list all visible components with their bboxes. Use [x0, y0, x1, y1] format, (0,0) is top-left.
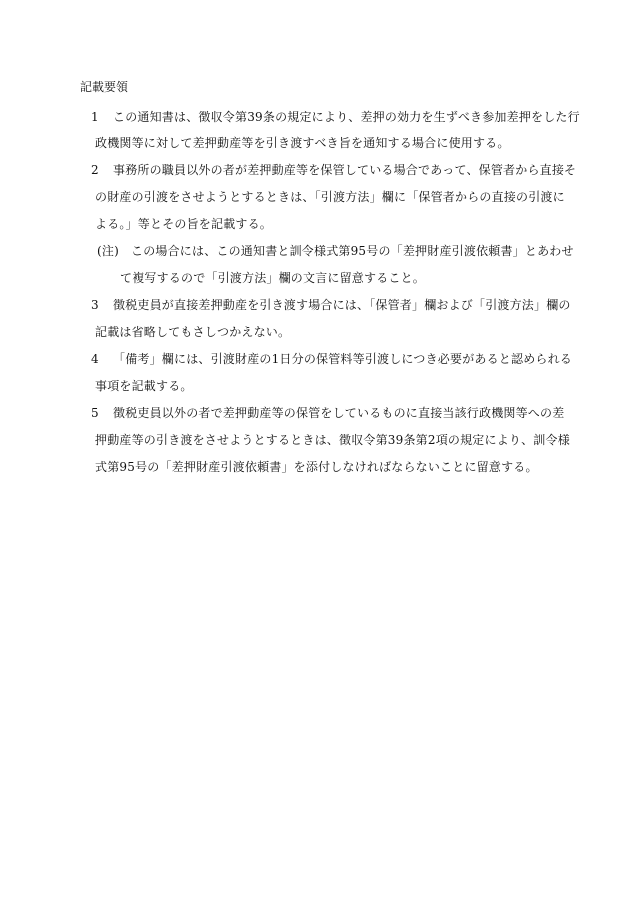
document-heading: 記載要領 — [80, 80, 129, 94]
item-2-number: 2 — [91, 163, 99, 177]
item-2-line-1 — [91, 162, 576, 178]
item-5-line-2: 押動産等の引き渡をさせようとするときは、徴収令第39条第2項の規定により、訓令様 — [95, 433, 570, 447]
item-5-text-1: 徴税吏員以外の者で差押動産等の保管をしているものに直接当該行政機関等への差 — [113, 406, 565, 420]
item-4-line-1 — [91, 351, 572, 367]
note-line-2: て複写するので「引渡方法」欄の文言に留意すること。 — [120, 271, 426, 285]
item-3-line-1 — [91, 297, 571, 313]
item-3-text-1: 徴税吏員が直接差押動産を引き渡す場合には、「保管者」欄および「引渡方法」欄の — [113, 298, 571, 312]
item-5-number: 5 — [91, 406, 99, 420]
item-1-line-2: 政機関等に対して差押動産等を引き渡すべき旨を通知する場合に使用する。 — [95, 136, 510, 150]
note-label: (注) — [97, 244, 119, 258]
item-2-line-2: の財産の引渡をさせようとするときは、「引渡方法」欄に「保管者からの直接の引渡に — [95, 190, 565, 204]
item-2-text-1: 事務所の職員以外の者が差押動産等を保管している場合であって、保管者から直接そ — [113, 163, 577, 177]
item-1-text-1: この通知書は、徴収令第39条の規定により、差押の効力を生ずべき参加差押をした行 — [113, 110, 580, 124]
item-3-number: 3 — [91, 298, 99, 312]
item-3-line-2: 記載は省略してもさしつかえない。 — [95, 325, 291, 339]
item-1-line-1 — [91, 109, 580, 125]
item-4-number: 4 — [91, 352, 99, 366]
item-5-line-3: 式第95号の「差押財産引渡依頼書」を添付しなければならないことに留意する。 — [95, 460, 538, 474]
note-line-1 — [97, 243, 574, 259]
item-4-text-1: 「備考」欄には、引渡財産の1日分の保管料等引渡しにつき必要があると認められる — [113, 352, 572, 366]
item-1-number: 1 — [91, 110, 99, 124]
item-2-line-3: よる。」等とその旨を記載する。 — [95, 217, 273, 231]
note-text-1: この場合には、この通知書と訓令様式第95号の「差押財産引渡依頼書」とあわせ — [131, 244, 574, 258]
item-5-line-1 — [91, 405, 564, 421]
item-4-line-2: 事項を記載する。 — [95, 379, 193, 393]
